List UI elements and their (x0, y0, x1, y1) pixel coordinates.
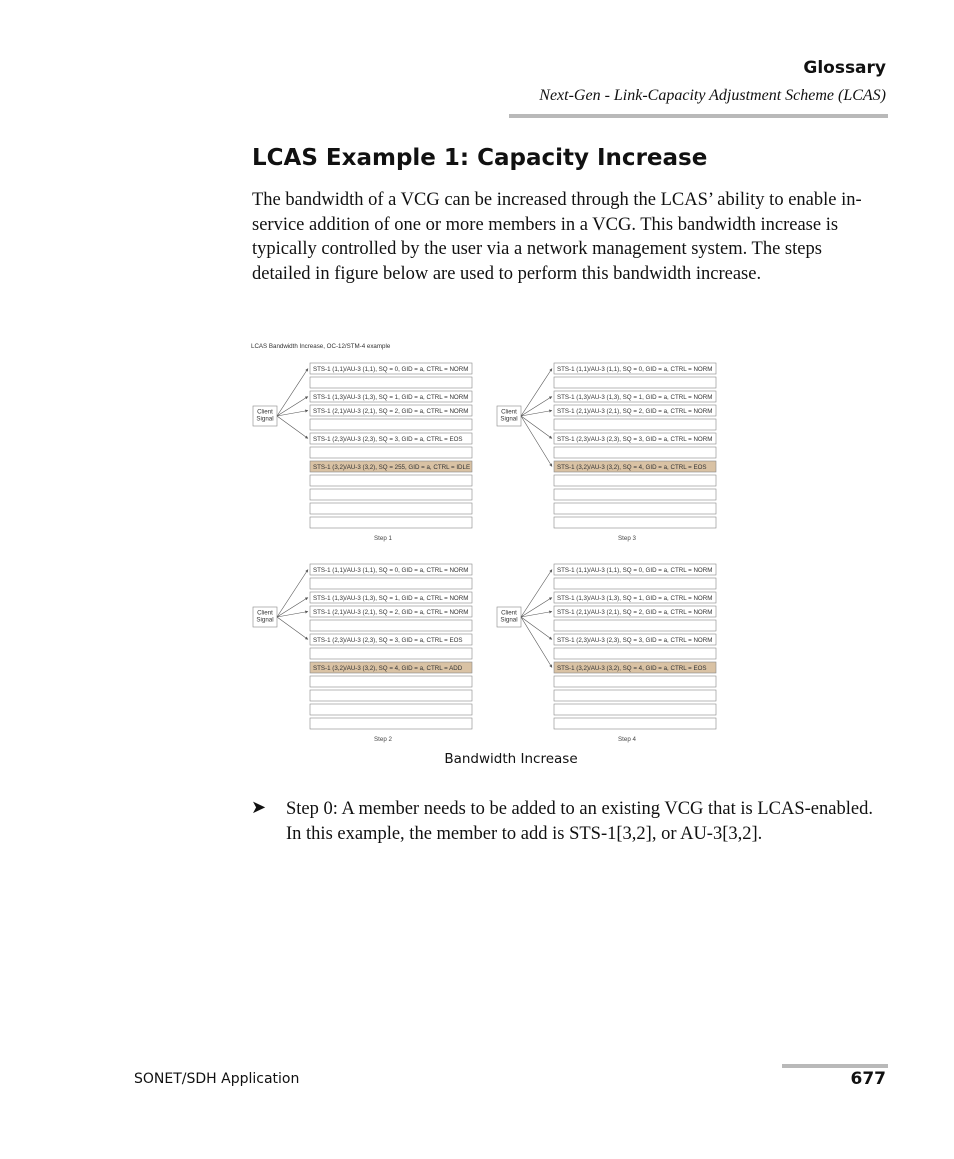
member-row-label: STS-1 (2,1)/AU-3 (2,1), SQ = 2, GID = a, CTRL = NORM (313, 609, 469, 616)
bullet-arrow-icon: ➤ (251, 797, 267, 817)
member-row-label: STS-1 (1,3)/AU-3 (1,3), SQ = 1, GID = a, CTRL = NORM (557, 394, 713, 401)
client-signal-label: Signal (500, 415, 518, 423)
member-row (554, 517, 716, 528)
member-row (554, 648, 716, 659)
member-row (310, 718, 472, 729)
member-row-label: STS-1 (1,1)/AU-3 (1,1), SQ = 0, GID = a, CTRL = NORM (557, 567, 713, 574)
running-header-subtitle: Next-Gen - Link-Capacity Adjustment Scheme (LCAS) (539, 87, 886, 104)
running-header-title: Glossary (803, 58, 886, 78)
member-row (554, 704, 716, 715)
section-title: LCAS Example 1: Capacity Increase (252, 145, 708, 171)
member-row (554, 718, 716, 729)
member-row-label: STS-1 (1,3)/AU-3 (1,3), SQ = 1, GID = a, CTRL = NORM (313, 595, 469, 602)
member-row (554, 419, 716, 430)
member-row-label: STS-1 (3,2)/AU-3 (3,2), SQ = 255, GID = a, CTRL = IDLE (313, 464, 471, 471)
member-row (554, 578, 716, 589)
signal-arrow (277, 570, 308, 618)
member-row-label: STS-1 (3,2)/AU-3 (3,2), SQ = 4, GID = a, CTRL = EOS (557, 464, 707, 471)
diagram-panel (497, 363, 716, 542)
signal-arrow (277, 617, 308, 640)
signal-arrow (521, 570, 552, 618)
member-row-label: STS-1 (2,1)/AU-3 (2,1), SQ = 2, GID = a, CTRL = NORM (313, 408, 469, 415)
signal-arrow (277, 369, 308, 417)
member-row (310, 419, 472, 430)
signal-arrow (521, 369, 552, 417)
diagram-panel (253, 363, 472, 542)
member-row (310, 503, 472, 514)
footer-rule (782, 1064, 888, 1068)
signal-arrow (521, 617, 552, 640)
lcas-diagram (250, 336, 720, 744)
signal-arrow (521, 617, 552, 668)
diagram-panel (497, 564, 716, 743)
member-row (310, 578, 472, 589)
step-label: Step 4 (618, 736, 636, 743)
member-row-label: STS-1 (1,1)/AU-3 (1,1), SQ = 0, GID = a, CTRL = NORM (557, 366, 713, 373)
client-signal-label: Client (257, 609, 273, 617)
diagram-panel (253, 564, 472, 743)
member-row-label: STS-1 (1,1)/AU-3 (1,1), SQ = 0, GID = a, CTRL = NORM (313, 366, 469, 373)
member-row (310, 475, 472, 486)
intro-paragraph: The bandwidth of a VCG can be increased through the LCAS’ ability to enable in-service addition of one or more members in a VCG. This bandwidth increase is typically controlled by the user via a network management system. The steps detailed in figure below are used to perform this bandwidth increase. (252, 190, 862, 284)
member-row-label: STS-1 (1,1)/AU-3 (1,1), SQ = 0, GID = a, CTRL = NORM (313, 567, 469, 574)
step-label: Step 2 (374, 736, 392, 743)
member-row (310, 620, 472, 631)
page-number: 677 (850, 1069, 886, 1089)
step-label: Step 3 (618, 535, 636, 542)
client-signal-label: Client (501, 408, 517, 416)
member-row-label: STS-1 (2,1)/AU-3 (2,1), SQ = 2, GID = a, CTRL = NORM (557, 609, 713, 616)
signal-arrow (521, 416, 552, 467)
member-row (310, 648, 472, 659)
header-rule (509, 114, 888, 118)
client-signal-label: Client (501, 609, 517, 617)
member-row (554, 690, 716, 701)
member-row (310, 447, 472, 458)
member-row-label: STS-1 (3,2)/AU-3 (3,2), SQ = 4, GID = a, CTRL = ADD (313, 665, 463, 672)
client-signal-label: Signal (256, 616, 274, 624)
member-row (554, 503, 716, 514)
footer-document-title: SONET/SDH Application (134, 1071, 300, 1087)
member-row (310, 377, 472, 388)
member-row (554, 676, 716, 687)
member-row (554, 620, 716, 631)
member-row-label: STS-1 (2,3)/AU-3 (2,3), SQ = 3, GID = a, CTRL = EOS (313, 436, 463, 443)
member-row (310, 690, 472, 701)
member-row-label: STS-1 (1,3)/AU-3 (1,3), SQ = 1, GID = a, CTRL = NORM (557, 595, 713, 602)
member-row (554, 447, 716, 458)
diagram-panels (253, 363, 716, 743)
step-label: Step 1 (374, 535, 392, 542)
member-row-label: STS-1 (2,3)/AU-3 (2,3), SQ = 3, GID = a, CTRL = EOS (313, 637, 463, 644)
client-signal-label: Signal (256, 415, 274, 423)
member-row (554, 489, 716, 500)
member-row-label: STS-1 (1,3)/AU-3 (1,3), SQ = 1, GID = a, CTRL = NORM (313, 394, 469, 401)
client-signal-label: Signal (500, 616, 518, 624)
member-row (310, 704, 472, 715)
member-row (310, 517, 472, 528)
member-row (554, 377, 716, 388)
member-row-label: STS-1 (2,3)/AU-3 (2,3), SQ = 3, GID = a, CTRL = NORM (557, 637, 713, 644)
bullet-step-0: Step 0: A member needs to be added to an existing VCG that is LCAS-enabled. In this example, the member to add is STS-1[3,2], or AU-3[3,2]. (286, 799, 873, 844)
member-row-label: STS-1 (2,3)/AU-3 (2,3), SQ = 3, GID = a, CTRL = NORM (557, 436, 713, 443)
member-row (310, 489, 472, 500)
member-row-label: STS-1 (3,2)/AU-3 (3,2), SQ = 4, GID = a, CTRL = EOS (557, 665, 707, 672)
client-signal-label: Client (257, 408, 273, 416)
signal-arrow (277, 416, 308, 439)
member-row (554, 475, 716, 486)
member-row-label: STS-1 (2,1)/AU-3 (2,1), SQ = 2, GID = a, CTRL = NORM (557, 408, 713, 415)
diagram-title: LCAS Bandwidth Increase, OC-12/STM-4 example (251, 343, 391, 350)
member-row (310, 676, 472, 687)
figure-caption: Bandwidth Increase (444, 751, 578, 767)
signal-arrow (521, 416, 552, 439)
